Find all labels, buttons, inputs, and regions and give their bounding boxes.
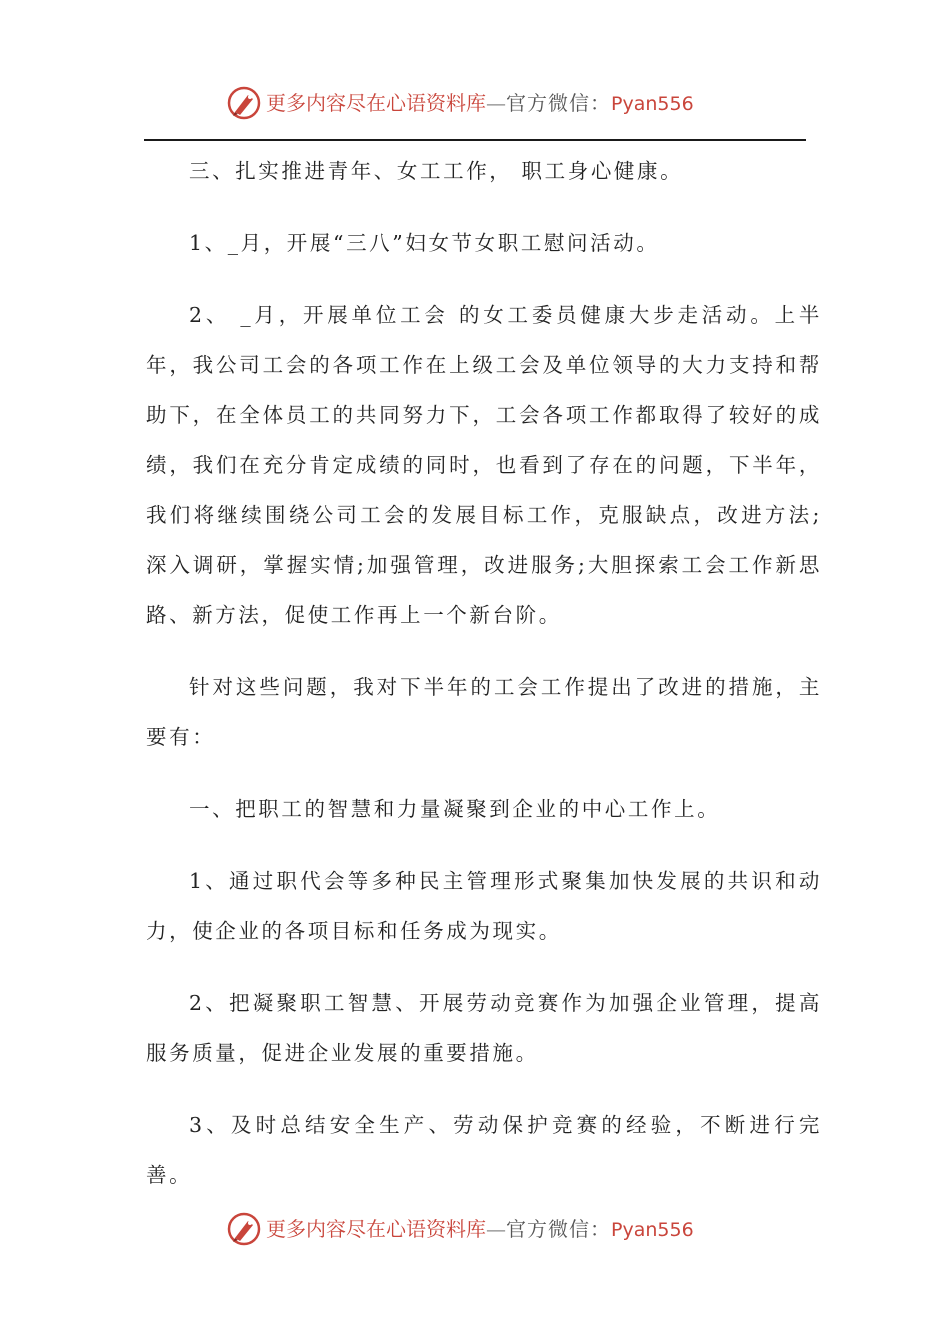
paragraph: 2、 _月，开展单位工会 的女工委员健康大步走活动。上半年，我公司工会的各项工作在上级工会及单位领导的大力支持和帮助下，在全体员工的共同努力下，工会各项工作都取得了较好的成绩，我们在充分肯定成绩的同时，也看到了存在的问题，下半年，我们将继续围绕公司工会的发展目标工作，克服缺点，改进方法;深入调研，掌握实情;加强管理，改进服务;大胆探索工会工作新思路、新方法，促使工作再上一个新台阶。 <box>146 303 822 627</box>
paragraph: 三、扎实推进青年、女工工作， 职工身心健康。 <box>189 159 684 183</box>
pen-logo-icon <box>226 1211 262 1247</box>
paragraph: 3、及时总结安全生产、劳动保护竞赛的经验，不断进行完善。 <box>146 1113 822 1187</box>
banner-separator: — <box>486 91 506 115</box>
banner-separator: — <box>486 1217 506 1241</box>
banner-site-text: 更多内容尽在心语资料库 <box>266 1217 486 1241</box>
banner-wechat-id: Pyan556 <box>611 1219 694 1241</box>
header-divider <box>144 139 806 141</box>
banner-text <box>266 1217 694 1242</box>
banner-site-text: 更多内容尽在心语资料库 <box>266 91 486 115</box>
document-body <box>146 146 822 1200</box>
footer-banner <box>0 1209 950 1249</box>
pen-logo-icon <box>226 85 262 121</box>
paragraph: 针对这些问题，我对下半年的工会工作提出了改进的措施，主要有： <box>146 675 822 749</box>
banner-wechat-id: Pyan556 <box>611 93 694 115</box>
paragraph: 1、_月，开展“三八”妇女节女职工慰问活动。 <box>189 231 660 255</box>
banner-label: 官方微信： <box>506 91 611 115</box>
banner-label: 官方微信： <box>506 1217 611 1241</box>
banner-text <box>266 91 694 116</box>
paragraph: 一、把职工的智慧和力量凝聚到企业的中心工作上。 <box>189 797 721 821</box>
paragraph: 2、把凝聚职工智慧、开展劳动竞赛作为加强企业管理，提高服务质量，促进企业发展的重要措施。 <box>146 991 822 1065</box>
header-banner <box>0 83 950 123</box>
paragraph: 1、通过职代会等多种民主管理形式聚集加快发展的共识和动力，使企业的各项目标和任务成为现实。 <box>146 869 822 943</box>
